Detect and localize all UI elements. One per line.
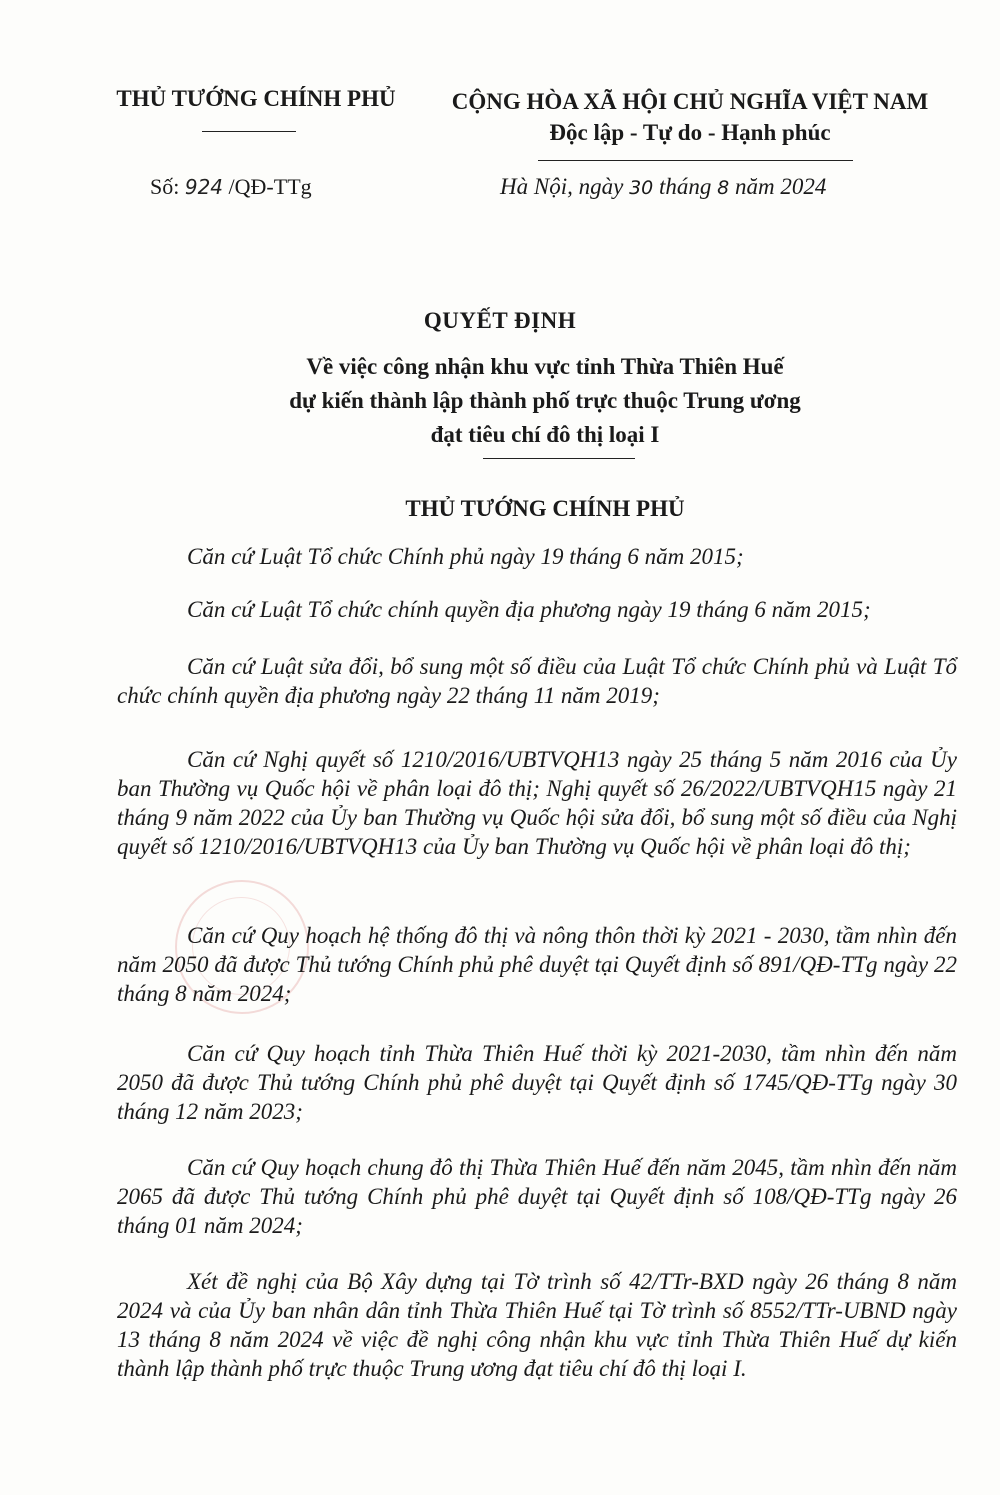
number-prefix: Số:	[150, 174, 180, 199]
subject-line-2: dự kiến thành lập thành phố trực thuộc Trung ương	[289, 388, 801, 413]
legal-basis-paragraph-4: Căn cứ Nghị quyết số 1210/2016/UBTVQH13 ngày 25 tháng 5 năm 2016 của Ủy ban Thường vụ Quốc hội về phân loại đô thị; Nghị quyết số 26/2022/UBTVQH15 ngày 21 tháng 9 năm 2022 của Ủy ban Thường vụ Quốc hội sửa đổi, bổ sung một số điều của Nghị quyết số 1210/2016/UBTVQH13 của Ủy ban Thường vụ Quốc hội về phân loại đô thị;	[117, 747, 957, 859]
legal-basis-paragraph-7: Căn cứ Quy hoạch chung đô thị Thừa Thiên Huế đến năm 2045, tầm nhìn đến năm 2065 đã được Thủ tướng Chính phủ phê duyệt tại Quyết định số 108/QĐ-TTg ngày 26 tháng 01 năm 2024;	[117, 1155, 957, 1238]
legal-basis-paragraph-1: Căn cứ Luật Tổ chức Chính phủ ngày 19 tháng 6 năm 2015;	[187, 544, 744, 569]
number-handwritten: 924	[184, 175, 224, 199]
date-prefix: Hà Nội, ngày	[500, 174, 624, 199]
legal-basis-paragraph-6: Căn cứ Quy hoạch tỉnh Thừa Thiên Huế thời kỳ 2021-2030, tầm nhìn đến năm 2050 đã được Thủ tướng Chính phủ phê duyệt tại Quyết định số 1745/QĐ-TTg ngày 30 tháng 12 năm 2023;	[117, 1041, 957, 1124]
agency-underline	[202, 131, 296, 132]
date-day-handwritten: 30	[629, 177, 654, 199]
subject-underline	[483, 458, 635, 459]
nation-name: CỘNG HÒA XÃ HỘI CHỦ NGHĨA VIỆT NAM	[451, 89, 929, 114]
document-number	[150, 174, 312, 200]
number-suffix: /QĐ-TTg	[228, 174, 312, 199]
subject-line-3: đạt tiêu chí đô thị loại I	[430, 422, 660, 447]
motto-underline	[538, 160, 853, 161]
document-date	[500, 174, 826, 200]
legal-basis-paragraph-5: Căn cứ Quy hoạch hệ thống đô thị và nông thôn thời kỳ 2021 - 2030, tầm nhìn đến năm 2050 đã được Thủ tướng Chính phủ phê duyệt tại Quyết định số 891/QĐ-TTg ngày 22 tháng 8 năm 2024;	[117, 923, 957, 1006]
date-mid: tháng	[659, 174, 712, 199]
authority-heading: THỦ TƯỚNG CHÍNH PHỦ	[405, 496, 685, 521]
legal-basis-paragraph-2: Căn cứ Luật Tổ chức chính quyền địa phương ngày 19 tháng 6 năm 2015;	[187, 597, 871, 622]
document-subject	[100, 350, 990, 452]
legal-basis-paragraph-3: Căn cứ Luật sửa đổi, bổ sung một số điều của Luật Tổ chức Chính phủ và Luật Tổ chức chính quyền địa phương ngày 22 tháng 11 năm 2019;	[117, 654, 957, 708]
date-suffix: năm 2024	[734, 174, 827, 199]
issuing-agency: THỦ TƯỚNG CHÍNH PHỦ	[116, 86, 396, 111]
date-month-handwritten: 8	[717, 177, 730, 199]
subject-line-1: Về việc công nhận khu vực tỉnh Thừa Thiên Huế	[306, 354, 784, 379]
document-title: QUYẾT ĐỊNH	[423, 308, 577, 333]
national-motto: Độc lập - Tự do - Hạnh phúc	[549, 120, 831, 145]
national-heading	[425, 86, 955, 148]
proposal-paragraph: Xét đề nghị của Bộ Xây dựng tại Tờ trình số 42/TTr-BXD ngày 26 tháng 8 năm 2024 và của Ủy ban nhân dân tỉnh Thừa Thiên Huế tại Tờ trình số 8552/TTr-UBND ngày 13 tháng 8 năm 2024 về việc đề nghị công nhận khu vực tỉnh Thừa Thiên Huế dự kiến thành lập thành phố trực thuộc Trung ương đạt tiêu chí đô thị loại I.	[117, 1269, 957, 1381]
